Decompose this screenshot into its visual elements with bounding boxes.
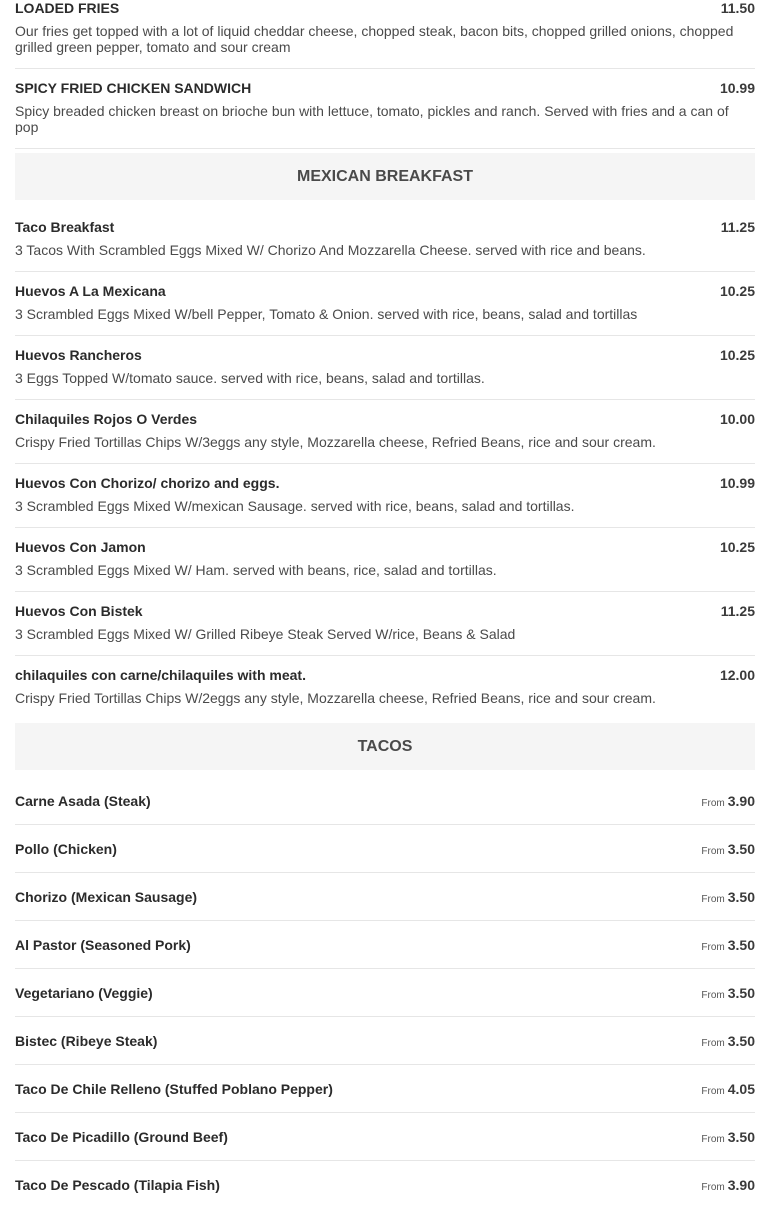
item-description: Crispy Fried Tortillas Chips W/2eggs any style, Mozzarella cheese, Refried Beans, rice and sour cream. xyxy=(15,690,656,706)
item-name: chilaquiles con carne/chilaquiles with meat. xyxy=(15,667,306,683)
item-description: 3 Scrambled Eggs Mixed W/ Grilled Ribeye Steak Served W/rice, Beans & Salad xyxy=(15,626,516,642)
item-name: Taco De Chile Relleno (Stuffed Poblano Pepper) xyxy=(15,1081,333,1097)
item-name: Huevos Con Jamon xyxy=(15,539,146,555)
item-description: 3 Scrambled Eggs Mixed W/mexican Sausage. served with rice, beans, salad and tortillas. xyxy=(15,498,575,514)
item-name: Al Pastor (Seasoned Pork) xyxy=(15,937,191,953)
from-label: From xyxy=(701,1134,725,1145)
item-name: Taco De Picadillo (Ground Beef) xyxy=(15,1129,228,1145)
item-name: Huevos Con Bistek xyxy=(15,603,143,619)
menu-item[interactable] xyxy=(15,1113,755,1161)
item-price xyxy=(701,1129,755,1148)
item-description: Spicy breaded chicken breast on brioche bun with lettuce, tomato, pickles and ranch. Served with fries and a can of pop xyxy=(15,103,729,135)
from-label: From xyxy=(701,1086,725,1097)
menu-item[interactable] xyxy=(15,825,755,873)
item-price: 10.00 xyxy=(719,411,755,427)
item-description: 3 Tacos With Scrambled Eggs Mixed W/ Chorizo And Mozzarella Cheese. served with rice and beans. xyxy=(15,242,646,258)
item-name: Bistec (Ribeye Steak) xyxy=(15,1033,158,1049)
item-name: Vegetariano (Veggie) xyxy=(15,985,153,1001)
menu-item[interactable] xyxy=(15,208,755,272)
item-price: 10.25 xyxy=(719,539,755,555)
item-price: 10.25 xyxy=(719,283,755,299)
item-name: Taco De Pescado (Tilapia Fish) xyxy=(15,1177,220,1193)
menu-item[interactable] xyxy=(15,464,755,528)
menu-item[interactable] xyxy=(15,1065,755,1113)
item-description: 3 Scrambled Eggs Mixed W/ Ham. served with beans, rice, salad and tortillas. xyxy=(15,562,497,578)
from-label: From xyxy=(701,798,725,809)
menu-item[interactable] xyxy=(15,656,755,719)
price-value: 3.50 xyxy=(727,889,755,905)
item-name: Chorizo (Mexican Sausage) xyxy=(15,889,198,905)
from-label: From xyxy=(701,846,725,857)
item-name: Huevos Rancheros xyxy=(15,347,142,363)
price-value: 3.90 xyxy=(727,793,755,809)
menu-item[interactable] xyxy=(15,592,755,656)
price-value: 3.50 xyxy=(727,1129,755,1145)
price-value: 3.90 xyxy=(727,1177,755,1193)
item-description: Crispy Fried Tortillas Chips W/3eggs any style, Mozzarella cheese, Refried Beans, rice and sour cream. xyxy=(15,434,656,450)
item-name: Pollo (Chicken) xyxy=(15,841,117,857)
menu-item[interactable] xyxy=(15,528,755,592)
item-price: 10.25 xyxy=(719,347,755,363)
item-price: 10.99 xyxy=(719,80,755,96)
menu-item[interactable] xyxy=(15,1161,755,1208)
price-value: 4.05 xyxy=(727,1081,755,1097)
item-price: 12.00 xyxy=(719,667,755,683)
item-description: Our fries get topped with a lot of liquid cheddar cheese, chopped steak, bacon bits, chopped grilled onions, chopped grilled green pepper, tomato and sour cream xyxy=(15,23,734,55)
item-price: 11.25 xyxy=(720,219,755,235)
from-label: From xyxy=(701,990,725,1001)
item-price: 10.99 xyxy=(719,475,755,491)
price-value: 3.50 xyxy=(727,841,755,857)
menu-item[interactable] xyxy=(15,1017,755,1065)
from-label: From xyxy=(701,942,725,953)
item-name: LOADED FRIES xyxy=(15,0,120,16)
item-description: 3 Scrambled Eggs Mixed W/bell Pepper, Tomato & Onion. served with rice, beans, salad and tortillas xyxy=(15,306,638,322)
item-name: Carne Asada (Steak) xyxy=(15,793,151,809)
item-name: Chilaquiles Rojos O Verdes xyxy=(15,411,198,427)
item-price: 11.25 xyxy=(720,603,755,619)
item-price xyxy=(701,937,755,956)
item-price xyxy=(701,1177,755,1196)
menu-item[interactable] xyxy=(15,0,755,69)
item-name: Huevos A La Mexicana xyxy=(15,283,166,299)
item-name: SPICY FRIED CHICKEN SANDWICH xyxy=(15,80,252,96)
item-price xyxy=(701,1033,755,1052)
section-header-mexican-breakfast: MEXICAN BREAKFAST xyxy=(15,153,755,200)
menu-item[interactable] xyxy=(15,336,755,400)
from-label: From xyxy=(701,1182,725,1193)
item-description: 3 Eggs Topped W/tomato sauce. served with rice, beans, salad and tortillas. xyxy=(15,370,485,386)
menu-item[interactable] xyxy=(15,778,755,825)
price-value: 3.50 xyxy=(727,1033,755,1049)
item-name: Huevos Con Chorizo/ chorizo and eggs. xyxy=(15,475,280,491)
menu-list xyxy=(15,0,755,1208)
item-price xyxy=(701,889,755,908)
item-price xyxy=(701,985,755,1004)
menu-item[interactable] xyxy=(15,921,755,969)
item-price xyxy=(701,1081,755,1100)
price-value: 3.50 xyxy=(727,985,755,1001)
menu-item[interactable] xyxy=(15,400,755,464)
menu-item[interactable] xyxy=(15,272,755,336)
item-price: 11.50 xyxy=(720,0,755,16)
item-price xyxy=(701,793,755,812)
item-name: Taco Breakfast xyxy=(15,219,115,235)
price-value: 3.50 xyxy=(727,937,755,953)
from-label: From xyxy=(701,894,725,905)
from-label: From xyxy=(701,1038,725,1049)
section-header-tacos: TACOS xyxy=(15,723,755,770)
menu-item[interactable] xyxy=(15,873,755,921)
menu-item[interactable] xyxy=(15,69,755,149)
item-price xyxy=(701,841,755,860)
menu-item[interactable] xyxy=(15,969,755,1017)
